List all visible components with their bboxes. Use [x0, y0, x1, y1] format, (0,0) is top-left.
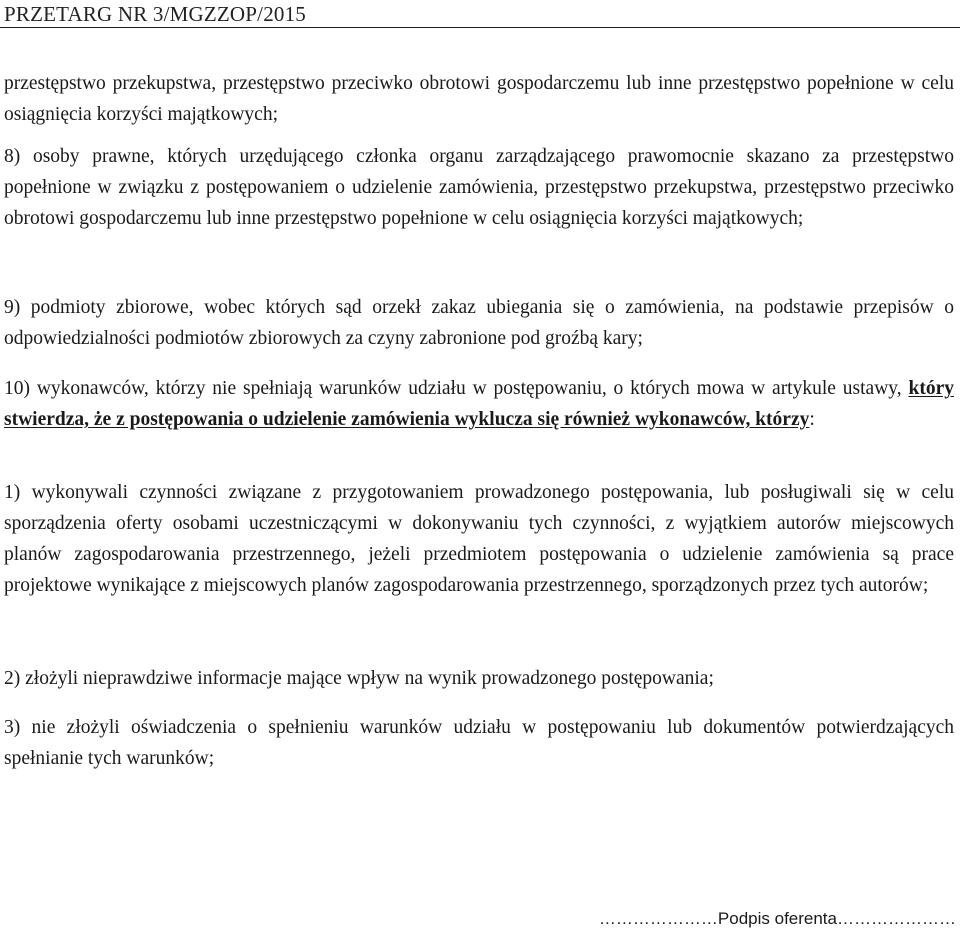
paragraph-subitem-2: 2) złożyli nieprawdziwe informacje mające wpływ na wynik prowadzonego postępowania; — [4, 668, 714, 689]
signature-line — [599, 906, 956, 932]
paragraph-item-10 — [4, 373, 954, 435]
paragraph-item-9: 9) podmioty zbiorowe, wobec których sąd orzekł zakaz ubiegania się o zamówienia, na podstawie przepisów o odpowiedzialności podmiotów zbiorowych za czyny zabronione pod groźbą kary; — [4, 297, 954, 349]
paragraph-subitem-1: 1) wykonywali czynności związane z przygotowaniem prowadzonego postępowania, lub posługiwali się w celu sporządzenia oferty osobami uczestniczącymi w dokonywaniu tych czynności, z wyjątkiem autorów miejscowych planów zagospodarowania przestrzennego, jeżeli przedmiotem postępowania o udzielenie zamówienia są prace projektowe wynikające z miejscowych planów zagospodarowania przestrzennego, sporządzonych przez tych autorów; — [4, 482, 954, 596]
paragraph-subitem-3: 3) nie złożyli oświadczenia o spełnieniu warunków udziału w postępowaniu lub dokumentów potwierdzających spełnianie tych warunków; — [4, 717, 954, 769]
paragraph-item-10-text: 10) wykonawców, którzy nie spełniają warunków udziału w postępowaniu, o których mowa w artykule ustawy, — [4, 378, 909, 399]
signature-dots-left: ………………… — [598, 909, 718, 928]
signature-label: Podpis oferenta — [717, 909, 837, 928]
paragraph-continuation: przestępstwo przekupstwa, przestępstwo przeciwko obrotowi gospodarczemu lub inne przestępstwo popełnione w celu osiągnięcia korzyści majątkowych; — [4, 73, 954, 125]
paragraph-item-10-emphasis: który stwierdza, że z postępowania o udzielenie zamówienia wyklucza się również wykonawców, którzy — [4, 378, 954, 430]
paragraph-item-8: 8) osoby prawne, których urzędującego członka organu zarządzającego prawomocnie skazano za przestępstwo popełnione w związku z postępowaniem o udzielenie zamówienia, przestępstwo przekupstwa, przestępstwo przeciwko obrotowi gospodarczemu lub inne przestępstwo popełnione w celu osiągnięcia korzyści majątkowych; — [4, 146, 954, 229]
header-divider — [0, 27, 960, 28]
paragraph-item-10-colon: : — [809, 409, 815, 430]
document-header-title: PRZETARG NR 3/MGZZOP/2015 — [4, 2, 307, 26]
signature-dots-right: ………………… — [837, 909, 956, 928]
